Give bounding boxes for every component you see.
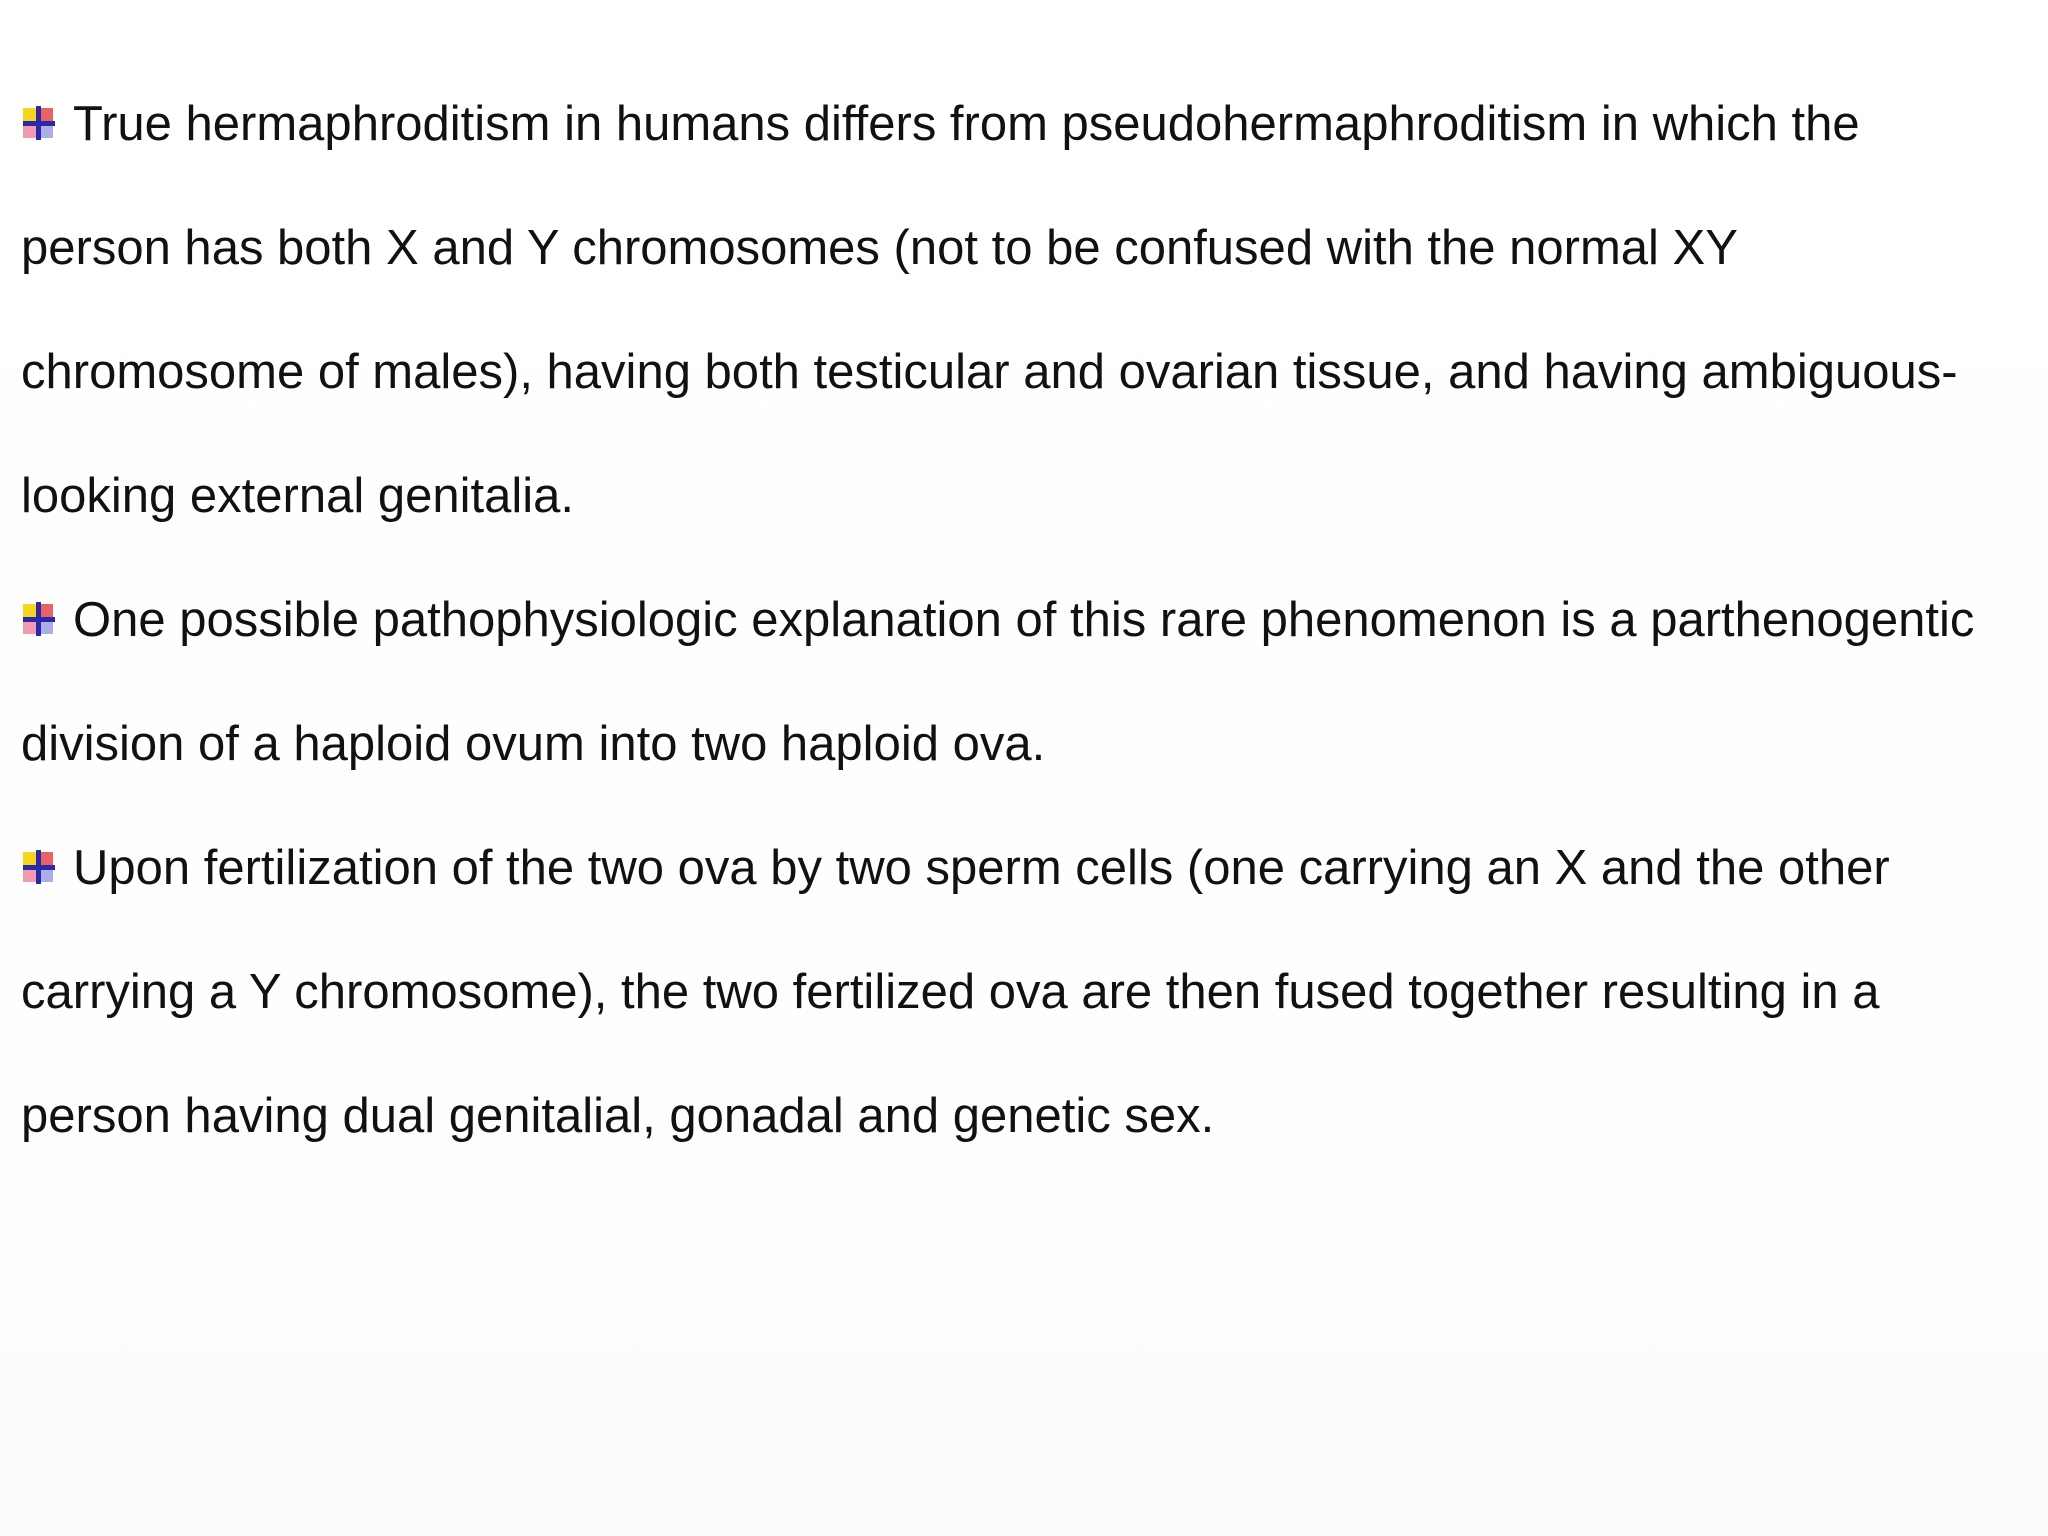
bullet-paragraph-3 [21,806,2011,1178]
pinwheel-bullet-icon [21,850,57,886]
bullet-paragraph-2 [21,558,2011,806]
bullet-paragraph-1 [21,62,2011,558]
pinwheel-bullet-icon [21,106,57,142]
paragraph-text: True hermaphroditism in humans differs from pseudohermaphroditism in which the person has both X and Y chromosomes (not to be confused with the normal XY chromosome of males), having both testicular and ovarian tissue, and having ambiguous-looking external genitalia. [21,97,1958,523]
paragraph-text: One possible pathophysiologic explanation of this rare phenomenon is a parthenogentic division of a haploid ovum into two haploid ova. [21,593,1975,771]
paragraph-text: Upon fertilization of the two ova by two sperm cells (one carrying an X and the other carrying a Y chromosome), the two fertilized ova are then fused together resulting in a person having dual genitalial, gonadal and genetic sex. [21,841,1890,1143]
bullet-list [21,62,2011,1178]
pinwheel-bullet-icon [21,602,57,638]
